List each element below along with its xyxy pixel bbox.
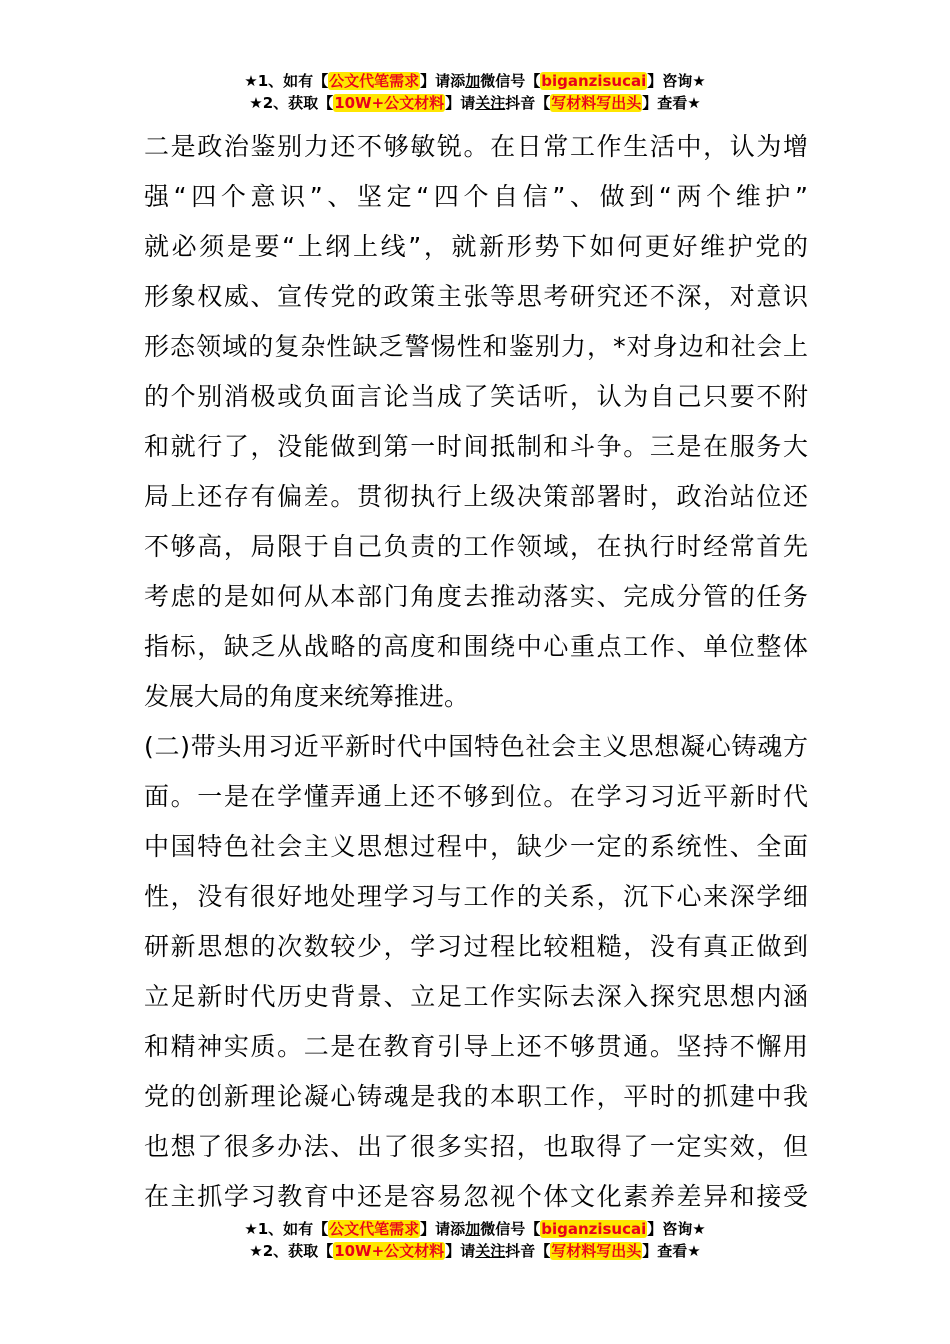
body-line: 性，没有很好地处理学习与工作的关系，沉下心来深学细 [144,882,808,911]
body-line: 二是政治鉴别力还不够敏锐。在日常工作生活中，认为增 [144,132,808,161]
header-banner [0,70,950,114]
body-line: 在主抓学习教育中还是容易忽视个体文化素养差异和接受 [144,1182,808,1211]
body-line: 研新思想的次数较少，学习过程比较粗糙，没有真正做到 [144,932,808,961]
banner-underlined-text: 关注 [475,94,506,112]
banner-text: 微信号【 [480,1220,541,1238]
banner-text: ★2、获取【 [249,1242,334,1260]
body-line: 强“四个意识”、坚定“四个自信”、做到“两个维护” [144,182,808,211]
banner-line-2 [0,1240,950,1262]
banner-underlined-text: 加 [465,1220,481,1238]
banner-text: 微信号【 [480,72,541,90]
banner-line-1 [0,1218,950,1240]
banner-text: ★1、如有【 [244,72,329,90]
banner-text: 】咨询★ [647,1220,706,1238]
banner-text: 】请添 [420,1220,466,1238]
body-line: 也想了很多办法、出了很多实招，也取得了一定实效，但 [144,1132,808,1161]
body-line: 不够高，局限于自己负责的工作领域，在执行时经常首先 [144,532,808,561]
wechat-id-highlight: biganzisucai [541,1220,647,1238]
body-line: 考虑的是如何从本部门角度去推动落实、完成分管的任务 [144,582,808,611]
banner-text: 】请添 [420,72,466,90]
body-line: 党的创新理论凝心铸魂是我的本职工作，平时的抓建中我 [144,1082,808,1111]
banner-highlight: 公文代笔需求 [329,72,420,90]
body-line: 形态领域的复杂性缺乏警惕性和鉴别力，*对身边和社会上 [144,332,808,361]
banner-text: 】查看★ [642,94,701,112]
body-line: 和精神实质。二是在教育引导上还不够贯通。坚持不懈用 [144,1032,808,1061]
banner-line-2 [0,92,950,114]
body-line: 形象权威、宣传党的政策主张等思考研究还不深，对意识 [144,282,808,311]
body-line: 立足新时代历史背景、立足工作实际去深入探究思想内涵 [144,982,808,1011]
section-heading-line: (二)带头用习近平新时代中国特色社会主义思想凝心铸魂方 [144,732,808,761]
banner-text: 抖音【 [505,1242,551,1260]
body-line: 指标，缺乏从战略的高度和围绕中心重点工作、单位整体 [144,632,808,661]
banner-text: 】查看★ [642,1242,701,1260]
document-body [144,122,808,1222]
banner-line-1 [0,70,950,92]
body-line: 局上还存有偏差。贯彻执行上级决策部署时，政治站位还 [144,482,808,511]
body-line: 中国特色社会主义思想过程中，缺少一定的系统性、全面 [144,832,808,861]
banner-text: ★2、获取【 [249,94,334,112]
wechat-id-highlight: biganzisucai [541,72,647,90]
douyin-account-highlight: 写材料写出头 [551,94,642,112]
banner-text: 抖音【 [505,94,551,112]
banner-highlight: 10W+公文材料 [334,1242,445,1260]
banner-underlined-text: 关注 [475,1242,506,1260]
body-line: 的个别消极或负面言论当成了笑话听，认为自己只要不附 [144,382,808,411]
body-line: 发展大局的角度来统筹推进。 [144,682,470,711]
banner-highlight: 公文代笔需求 [329,1220,420,1238]
body-line: 就必须是要“上纲上线”，就新形势下如何更好维护党的 [144,232,808,261]
body-line: 和就行了，没能做到第一时间抵制和斗争。三是在服务大 [144,432,808,461]
banner-text: 】请 [445,1242,476,1260]
footer-banner [0,1218,950,1262]
banner-text: 】请 [445,94,476,112]
banner-text: ★1、如有【 [244,1220,329,1238]
banner-text: 】咨询★ [647,72,706,90]
banner-highlight: 10W+公文材料 [334,94,445,112]
body-line: 面。一是在学懂弄通上还不够到位。在学习习近平新时代 [144,782,808,811]
banner-underlined-text: 加 [465,72,481,90]
douyin-account-highlight: 写材料写出头 [551,1242,642,1260]
